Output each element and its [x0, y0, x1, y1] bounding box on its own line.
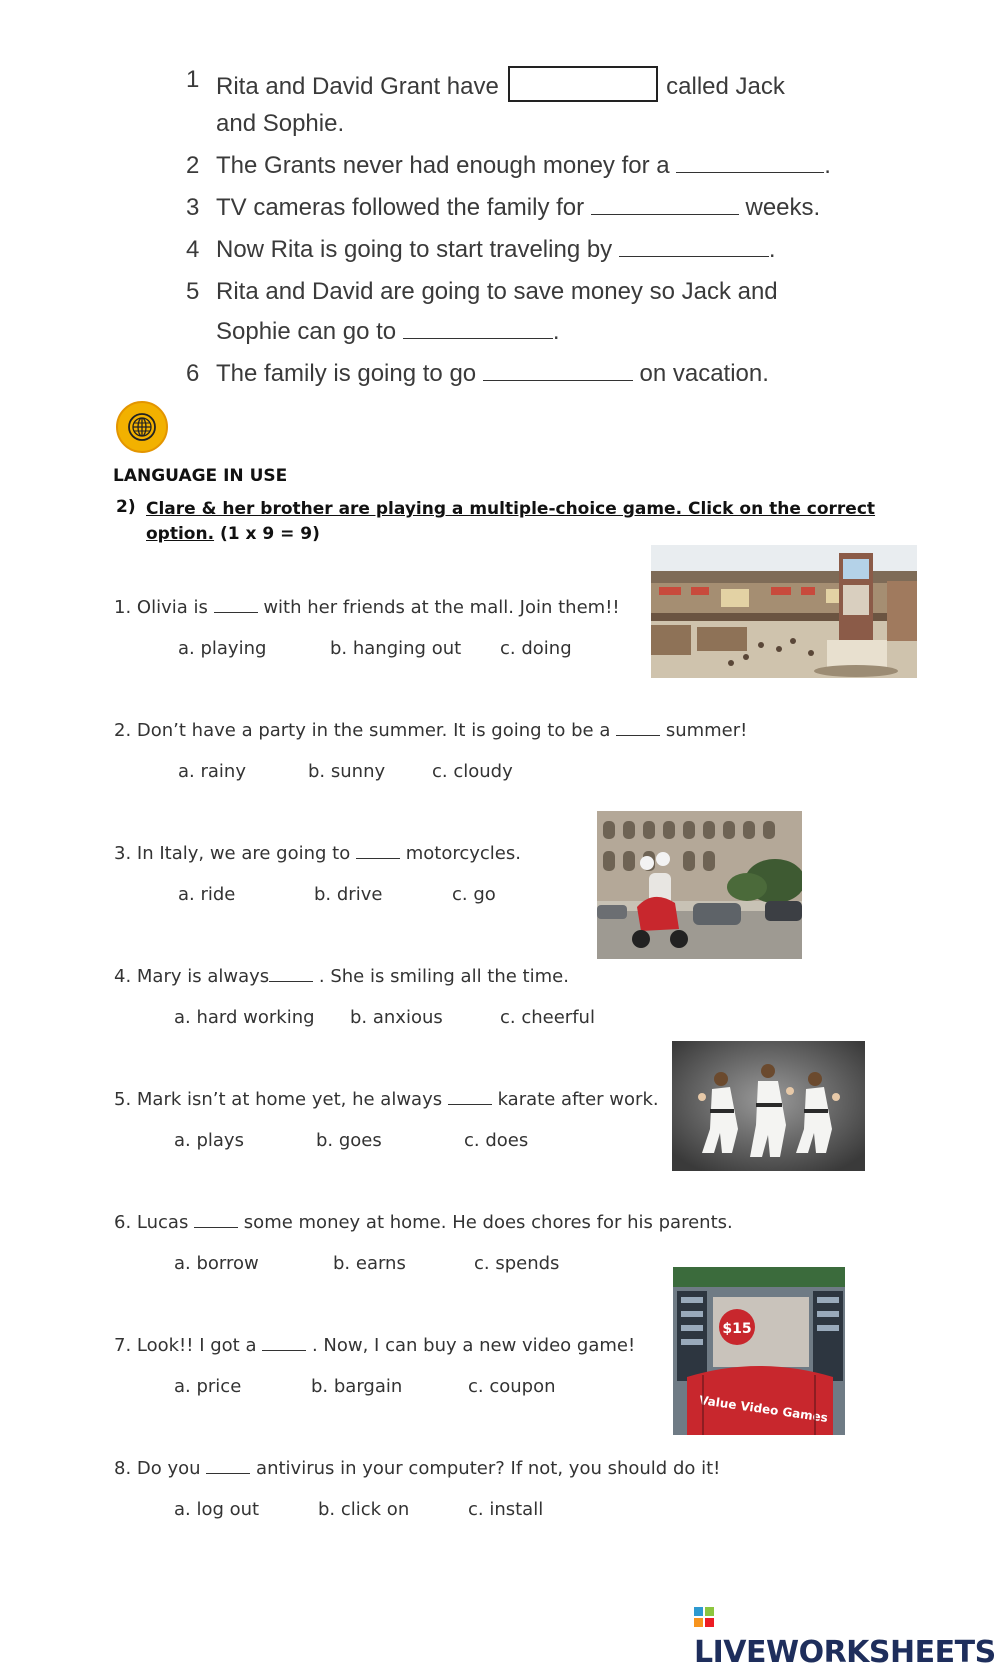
item-number: 6 — [186, 360, 200, 387]
question-7: 7. Look!! I got a . Now, I can buy a new video game! — [114, 1335, 636, 1356]
item-text: The Grants never had enough money for a — [216, 152, 670, 179]
liveworksheets-logo — [694, 1600, 1000, 1670]
answer-blank[interactable] — [483, 360, 633, 381]
option-button[interactable]: c. doing — [500, 638, 572, 659]
option-button[interactable]: a. ride — [178, 884, 236, 905]
sale-price: $15 — [722, 1321, 752, 1337]
option-button[interactable]: b. drive — [314, 884, 383, 905]
item-text: Rita and David are going to save money so Jack and — [216, 278, 778, 305]
option-button[interactable]: b. earns — [333, 1253, 406, 1274]
question-8: 8. Do you antivirus in your computer? If not, you should do it! — [114, 1458, 721, 1479]
item-number: 5 — [186, 278, 200, 305]
option-button[interactable]: a. hard working — [174, 1007, 315, 1028]
karate-photo — [672, 1041, 865, 1171]
item-text: Now Rita is going to start traveling by — [216, 236, 613, 263]
question-blank — [194, 1211, 238, 1228]
option-button[interactable]: a. price — [174, 1376, 242, 1397]
option-button[interactable]: b. goes — [316, 1130, 382, 1151]
option-button[interactable]: c. cheerful — [500, 1007, 595, 1028]
section-title: LANGUAGE IN USE — [113, 466, 288, 486]
question-1: 1. Olivia is with her friends at the mall. Join them!! — [114, 597, 620, 618]
question-2: 2. Don’t have a party in the summer. It is going to be a summer! — [114, 720, 748, 741]
option-button[interactable]: a. borrow — [174, 1253, 259, 1274]
question-blank — [206, 1457, 250, 1474]
option-button[interactable]: b. bargain — [311, 1376, 403, 1397]
video-game-sale-photo — [673, 1267, 845, 1435]
option-button[interactable]: c. install — [468, 1499, 544, 1520]
question-blank — [262, 1334, 306, 1351]
option-button[interactable]: c. cloudy — [432, 761, 513, 782]
option-button[interactable]: b. click on — [318, 1499, 410, 1520]
item-text: The family is going to go — [216, 360, 477, 387]
question-blank — [448, 1088, 492, 1105]
question-blank — [356, 842, 400, 859]
answer-input[interactable] — [508, 66, 658, 102]
question-6: 6. Lucas some money at home. He does chores for his parents. — [114, 1212, 733, 1233]
option-button[interactable]: a. playing — [178, 638, 267, 659]
answer-blank[interactable] — [591, 194, 739, 215]
question-blank — [616, 719, 660, 736]
item-text: Sophie can go to — [216, 318, 397, 345]
item-number: 4 — [186, 236, 200, 263]
option-button[interactable]: c. does — [464, 1130, 529, 1151]
option-button[interactable]: c. coupon — [468, 1376, 556, 1397]
item-text: and Sophie. — [216, 110, 345, 137]
sale-sign-text: Value Video Games — [698, 1393, 829, 1426]
option-button[interactable]: a. plays — [174, 1130, 244, 1151]
question-blank — [269, 965, 313, 982]
item-1 — [0, 66, 1000, 100]
item-number: 2 — [186, 152, 200, 179]
question-4: 4. Mary is always . She is smiling all the time. — [114, 966, 569, 987]
item-number: 1 — [186, 66, 200, 93]
option-button[interactable]: b. sunny — [308, 761, 386, 782]
option-button[interactable]: b. hanging out — [330, 638, 462, 659]
colosseum-scooter-photo — [597, 811, 802, 959]
instruction: Clare & her brother are playing a multiple-choice game. Click on the correct option. (1 x 9 = 9) — [146, 499, 876, 544]
liveworksheets-logo-icon — [694, 1607, 714, 1629]
question-blank — [214, 596, 258, 613]
option-button[interactable]: a. log out — [174, 1499, 260, 1520]
option-button[interactable]: c. go — [452, 884, 496, 905]
item-text: called Jack — [666, 73, 785, 100]
brand-name: LIVEWORKSHEETS — [694, 1635, 996, 1670]
item-number: 3 — [186, 194, 200, 221]
globe-language-button[interactable] — [116, 401, 168, 453]
instruction-number: 2) — [116, 497, 136, 517]
question-3: 3. In Italy, we are going to motorcycles. — [114, 843, 521, 864]
option-button[interactable]: b. anxious — [350, 1007, 443, 1028]
item-text: Rita and David Grant have — [216, 73, 499, 100]
answer-blank[interactable] — [619, 236, 769, 257]
item-text: TV cameras followed the family for — [216, 194, 585, 221]
option-button[interactable]: c. spends — [474, 1253, 560, 1274]
answer-blank[interactable] — [403, 318, 553, 339]
option-button[interactable]: a. rainy — [178, 761, 246, 782]
globe-icon — [127, 412, 157, 442]
question-5: 5. Mark isn’t at home yet, he always karate after work. — [114, 1089, 659, 1110]
mall-photo — [651, 545, 917, 678]
answer-blank[interactable] — [676, 152, 824, 173]
